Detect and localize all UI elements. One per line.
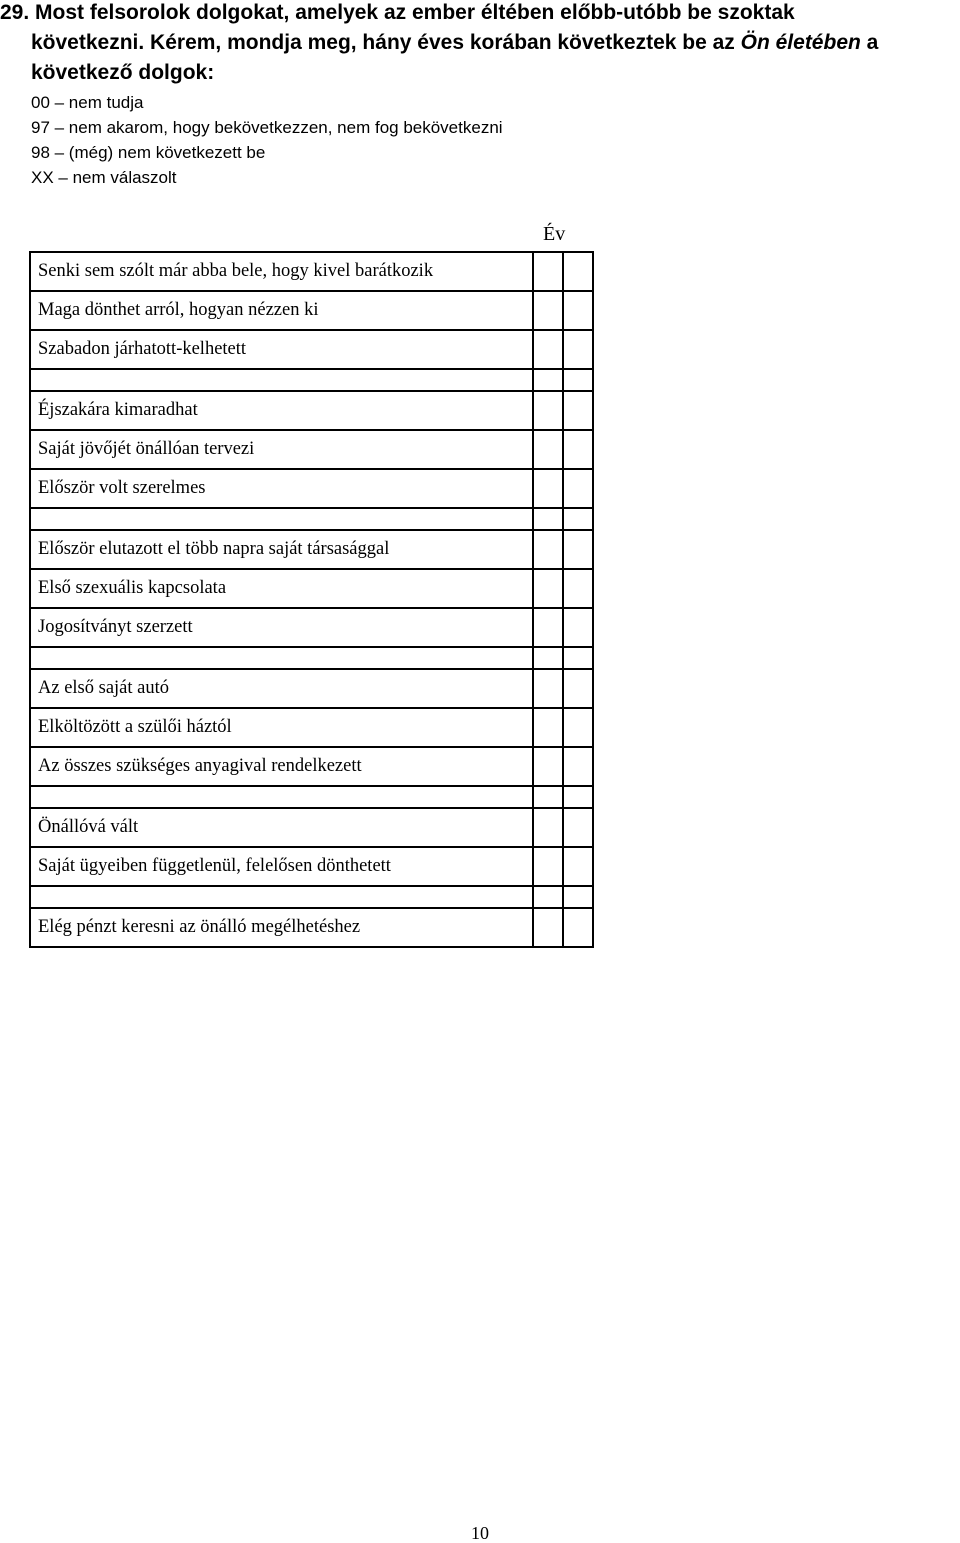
separator-cell xyxy=(563,886,593,908)
year-digit-1-box[interactable] xyxy=(533,291,563,330)
event-label: Az összes szükséges anyagival rendelkezett xyxy=(30,747,533,786)
year-digit-1-box[interactable] xyxy=(533,808,563,847)
year-digit-2-box[interactable] xyxy=(563,708,593,747)
event-label: Önállóvá vált xyxy=(30,808,533,847)
year-digit-1-box[interactable] xyxy=(533,469,563,508)
question-text-line3: következő dolgok: xyxy=(31,61,215,84)
event-row xyxy=(30,391,593,430)
event-row xyxy=(30,330,593,369)
event-label: Saját ügyeiben függetlenül, felelősen dönthetett xyxy=(30,847,533,886)
event-label: Jogosítványt szerzett xyxy=(30,608,533,647)
year-digit-2-box[interactable] xyxy=(563,669,593,708)
question-text-b: a xyxy=(860,31,879,54)
separator-row xyxy=(30,647,593,669)
event-row xyxy=(30,569,593,608)
event-row xyxy=(30,608,593,647)
event-row xyxy=(30,908,593,947)
event-label: Saját jövőjét önállóan tervezi xyxy=(30,430,533,469)
question-title: 29. Most felsorolok dolgokat, amelyek az ember éltében előbb-utóbb be szoktak xyxy=(0,1,795,24)
question-text-line2 xyxy=(31,32,878,53)
separator-row xyxy=(30,369,593,391)
year-digit-1-box[interactable] xyxy=(533,391,563,430)
separator-cell xyxy=(30,508,533,530)
separator-cell xyxy=(30,786,533,808)
year-digit-2-box[interactable] xyxy=(563,808,593,847)
question-text-a: következni. Kérem, mondja meg, hány éves korában következtek be az xyxy=(31,31,741,54)
year-digit-2-box[interactable] xyxy=(563,847,593,886)
separator-cell xyxy=(30,886,533,908)
answer-code-no-answer: XX – nem válaszolt xyxy=(31,168,177,187)
year-digit-2-box[interactable] xyxy=(563,469,593,508)
year-digit-1-box[interactable] xyxy=(533,252,563,291)
year-digit-1-box[interactable] xyxy=(533,330,563,369)
event-row xyxy=(30,747,593,786)
separator-cell xyxy=(30,369,533,391)
event-row xyxy=(30,430,593,469)
year-digit-1-box[interactable] xyxy=(533,747,563,786)
answer-code-not-yet: 98 – (még) nem következett be xyxy=(31,143,266,162)
year-digit-2-box[interactable] xyxy=(563,430,593,469)
year-digit-2-box[interactable] xyxy=(563,391,593,430)
separator-cell xyxy=(30,647,533,669)
event-label: Maga dönthet arról, hogyan nézzen ki xyxy=(30,291,533,330)
event-label: Elég pénzt keresni az önálló megélhetéshez xyxy=(30,908,533,947)
event-label: Először elutazott el több napra saját társasággal xyxy=(30,530,533,569)
page-number: 10 xyxy=(471,1523,489,1543)
event-label: Először volt szerelmes xyxy=(30,469,533,508)
year-digit-1-box[interactable] xyxy=(533,530,563,569)
separator-cell xyxy=(533,886,563,908)
event-row xyxy=(30,847,593,886)
year-digit-2-box[interactable] xyxy=(563,252,593,291)
year-digit-1-box[interactable] xyxy=(533,669,563,708)
answer-code-refuse: 97 – nem akarom, hogy bekövetkezzen, nem fog bekövetkezni xyxy=(31,118,503,137)
event-label: Senki sem szólt már abba bele, hogy kivel barátkozik xyxy=(30,252,533,291)
year-digit-1-box[interactable] xyxy=(533,908,563,947)
event-row xyxy=(30,808,593,847)
year-digit-2-box[interactable] xyxy=(563,291,593,330)
event-label: Az első saját autó xyxy=(30,669,533,708)
event-row xyxy=(30,669,593,708)
year-digit-1-box[interactable] xyxy=(533,847,563,886)
event-row xyxy=(30,708,593,747)
event-label: Elköltözött a szülői háztól xyxy=(30,708,533,747)
separator-cell xyxy=(533,647,563,669)
answer-code-unknown: 00 – nem tudja xyxy=(31,93,144,112)
year-digit-2-box[interactable] xyxy=(563,330,593,369)
separator-row xyxy=(30,886,593,908)
separator-row xyxy=(30,508,593,530)
event-label: Szabadon járhatott-kelhetett xyxy=(30,330,533,369)
question-emphasis: Ön életében xyxy=(740,31,861,54)
separator-cell xyxy=(533,786,563,808)
year-digit-2-box[interactable] xyxy=(563,608,593,647)
event-label: Éjszakára kimaradhat xyxy=(30,391,533,430)
separator-cell xyxy=(533,369,563,391)
event-row xyxy=(30,252,593,291)
separator-cell xyxy=(563,369,593,391)
separator-cell xyxy=(533,508,563,530)
year-digit-1-box[interactable] xyxy=(533,708,563,747)
life-events-table xyxy=(29,251,594,948)
event-row xyxy=(30,291,593,330)
event-label: Első szexuális kapcsolata xyxy=(30,569,533,608)
year-digit-1-box[interactable] xyxy=(533,608,563,647)
year-digit-1-box[interactable] xyxy=(533,569,563,608)
year-digit-2-box[interactable] xyxy=(563,530,593,569)
year-digit-2-box[interactable] xyxy=(563,569,593,608)
event-row xyxy=(30,469,593,508)
separator-cell xyxy=(563,786,593,808)
separator-row xyxy=(30,786,593,808)
year-digit-2-box[interactable] xyxy=(563,908,593,947)
year-column-header: Év xyxy=(543,223,566,245)
separator-cell xyxy=(563,647,593,669)
separator-cell xyxy=(563,508,593,530)
year-digit-2-box[interactable] xyxy=(563,747,593,786)
year-digit-1-box[interactable] xyxy=(533,430,563,469)
event-row xyxy=(30,530,593,569)
